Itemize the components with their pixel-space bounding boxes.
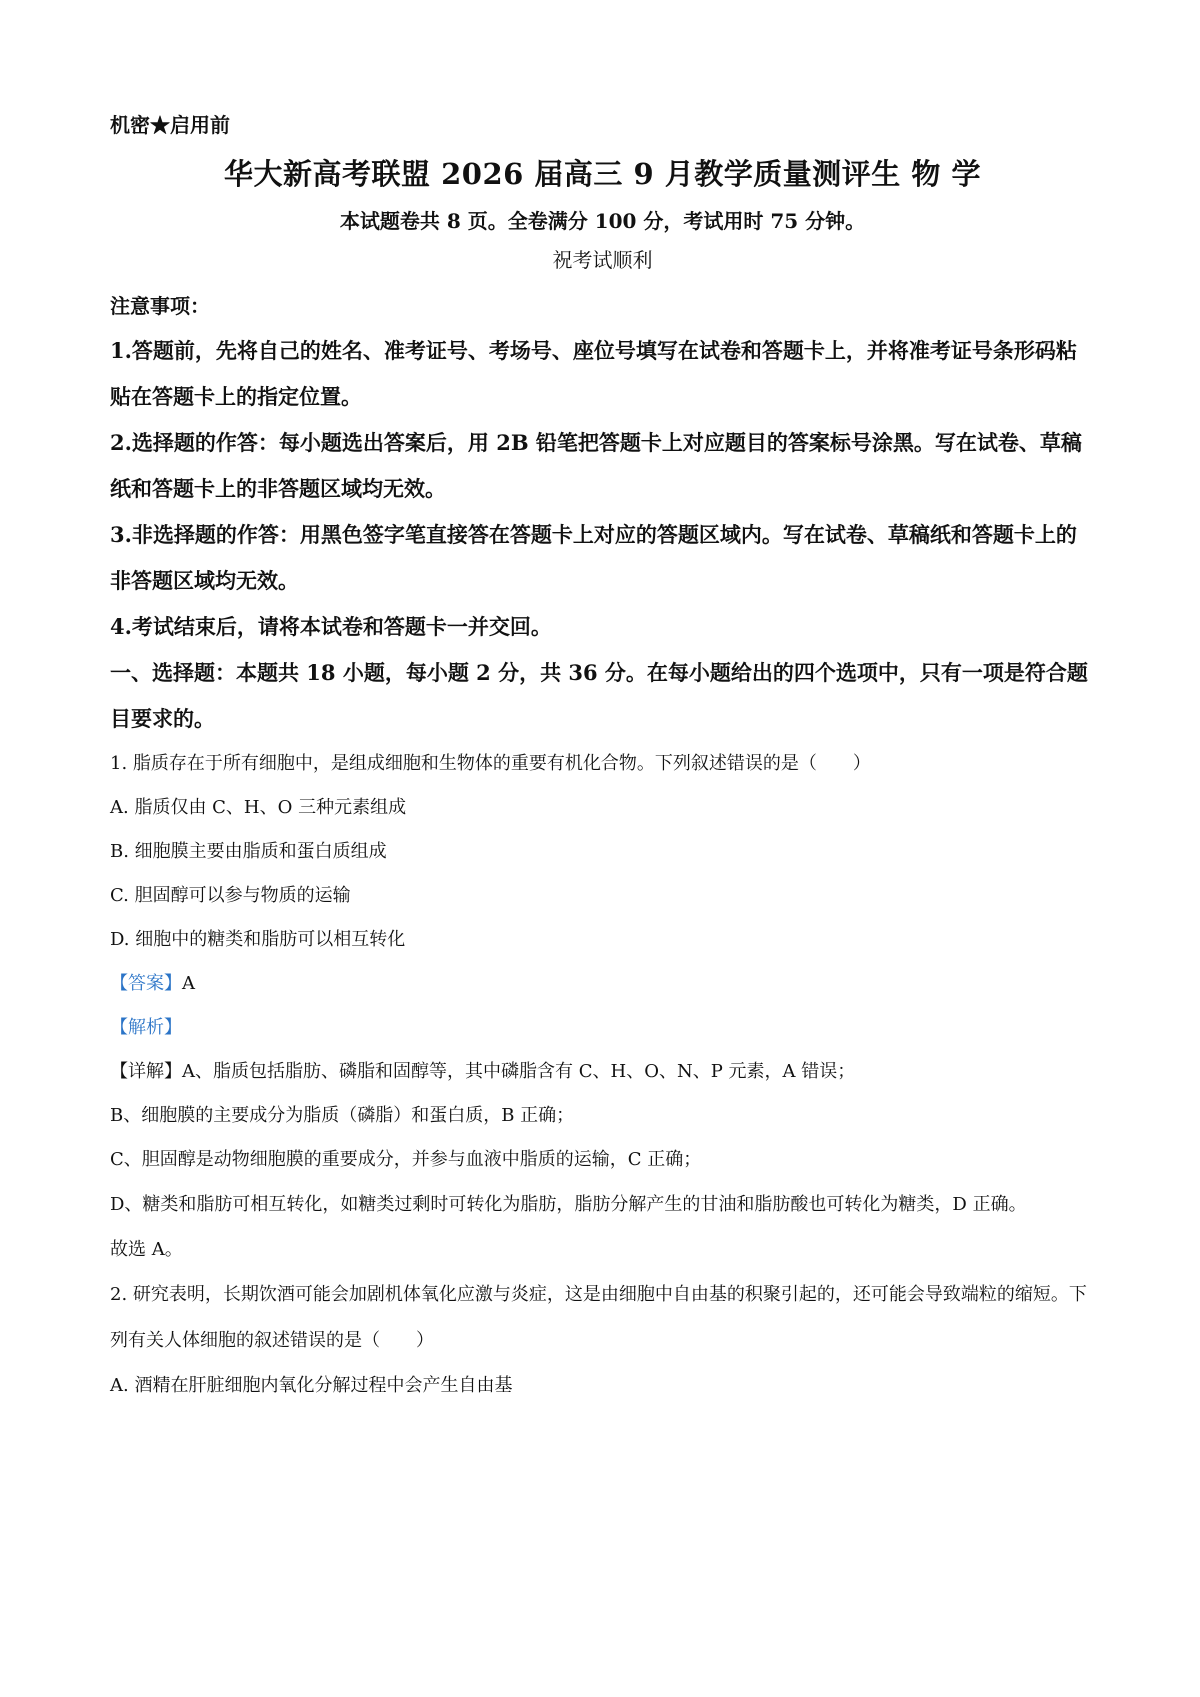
detail-line: B、细胞膜的主要成分为脂质（磷脂）和蛋白质，B 正确； [110, 1105, 575, 1126]
exam-info: 本试题卷共 8 页。全卷满分 100 分，考试用时 75 分钟。 [339, 209, 866, 233]
detail-line: 故选 A。 [110, 1239, 183, 1260]
answer-tag: 【答案】 [110, 973, 182, 994]
detail-line: 【详解】A、脂质包括脂肪、磷脂和固醇等，其中磷脂含有 C、H、O、N、P 元素，A 错误； [110, 1061, 856, 1082]
section-heading: 一、选择题：本题共 18 小题，每小题 2 分，共 36 分。在每小题给出的四个选项中，只有一项是符合题目要求的。 [110, 660, 1088, 731]
option-a: A. 酒精在肝脏细胞内氧化分解过程中会产生自由基 [110, 1375, 513, 1396]
analysis-tag: 【解析】 [110, 1017, 182, 1038]
answer-value: A [182, 973, 195, 994]
option-a: A. 脂质仅由 C、H、O 三种元素组成 [110, 797, 407, 818]
detail-line: C、胆固醇是动物细胞膜的重要成分，并参与血液中脂质的运输，C 正确； [110, 1149, 702, 1170]
option-c: C. 胆固醇可以参与物质的运输 [110, 885, 351, 906]
document-page [110, 110, 1095, 1408]
question-stem: 2. 研究表明，长期饮酒可能会加剧机体氧化应激与炎症，这是由细胞中自由基的积聚引起的，还可能会导致端粒的缩短。下列有关人体细胞的叙述错误的是（ ） [110, 1284, 1087, 1351]
note-item: 1.答题前，先将自己的姓名、准考证号、考场号、座位号填写在试卷和答题卡上，并将准考证号条形码粘贴在答题卡上的指定位置。 [110, 338, 1077, 409]
note-item: 4.考试结束后，请将本试卷和答题卡一并交回。 [110, 614, 552, 639]
confidential-label: 机密★启用前 [110, 113, 230, 137]
note-item: 3.非选择题的作答：用黑色签字笔直接答在答题卡上对应的答题区域内。写在试卷、草稿纸和答题卡上的非答题区域均无效。 [110, 522, 1077, 593]
note-item: 2.选择题的作答：每小题选出答案后，用 2B 铅笔把答题卡上对应题目的答案标号涂黑。写在试卷、草稿纸和答题卡上的非答题区域均无效。 [110, 430, 1082, 501]
notes-heading: 注意事项： [110, 294, 210, 318]
good-luck-text: 祝考试顺利 [552, 248, 653, 272]
question-stem: 1. 脂质存在于所有细胞中，是组成细胞和生物体的重要有机化合物。下列叙述错误的是（ ） [110, 753, 871, 774]
exam-title: 华大新高考联盟 2026 届高三 9 月教学质量测评生 物 学 [224, 157, 981, 191]
answer-line [110, 962, 1095, 1006]
option-d: D. 细胞中的糖类和脂肪可以相互转化 [110, 929, 406, 950]
option-b: B. 细胞膜主要由脂质和蛋白质组成 [110, 841, 387, 862]
detail-line: D、糖类和脂肪可相互转化，如糖类过剩时可转化为脂肪，脂肪分解产生的甘油和脂肪酸也可转化为糖类，D 正确。 [110, 1194, 1027, 1215]
